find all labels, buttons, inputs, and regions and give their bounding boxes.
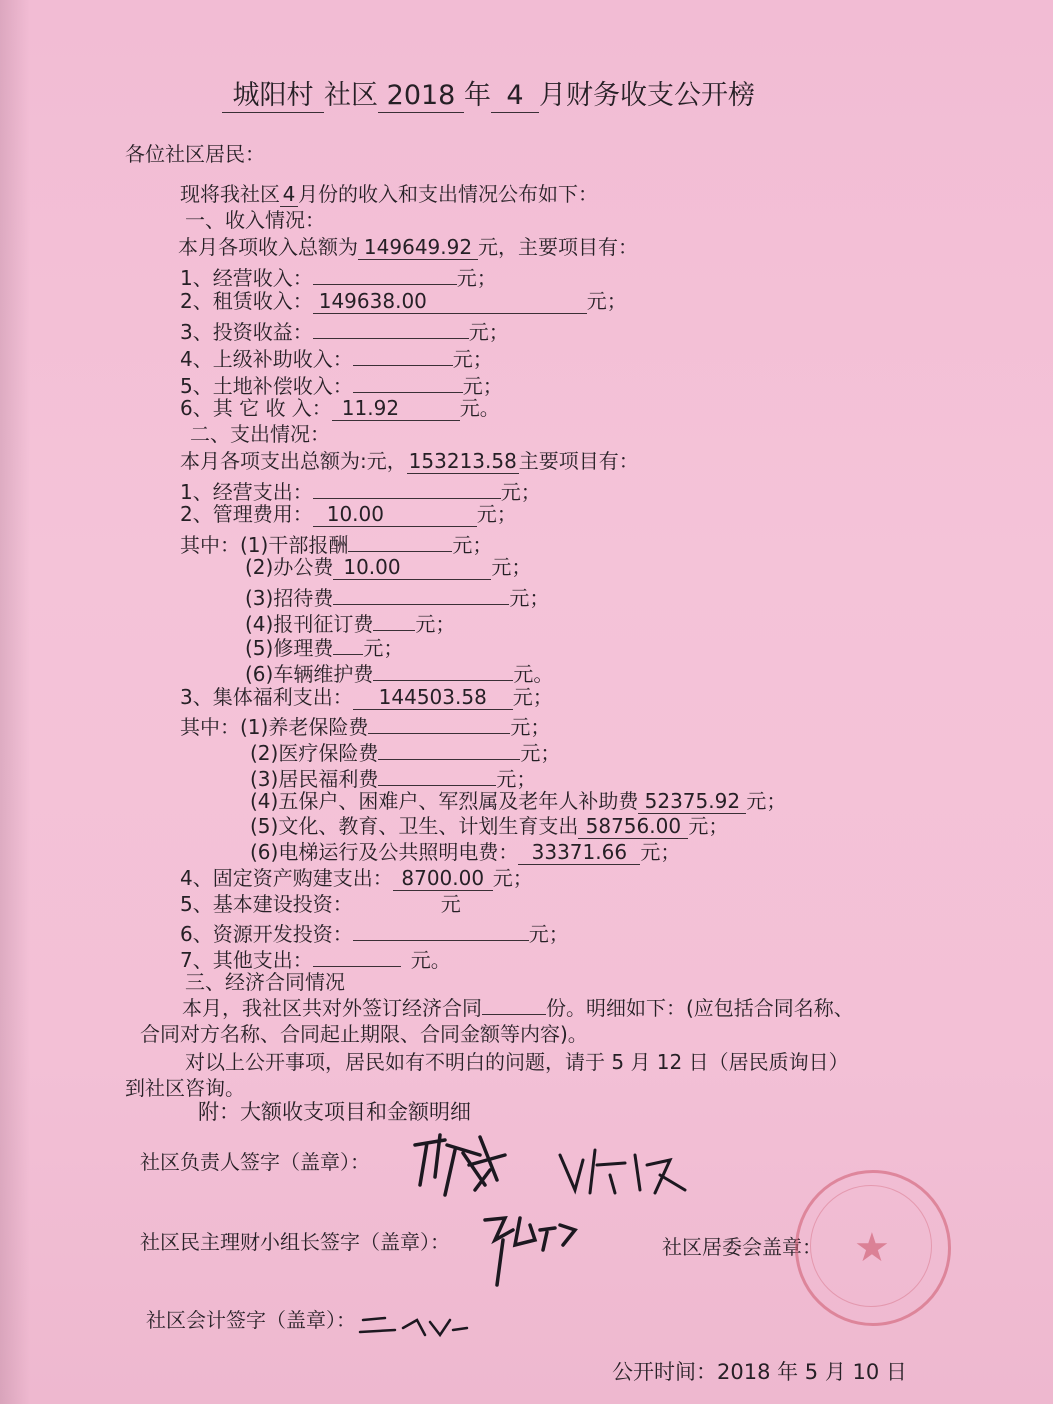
sub-item-label: (2)医疗保险费 [250,741,379,765]
expense-item-label: 3、集体福利支出： [180,685,353,709]
title-year-unit: 年 [464,80,491,111]
expense-item-label: 4、固定资产购建支出： [180,866,393,890]
sub-item-unit: 元； [496,767,537,791]
notice-line-2: 到社区咨询。 [125,1076,245,1100]
committee-official-seal [795,1170,951,1326]
sub-item-value [333,632,363,655]
sub-item-label: (1)干部报酬 [240,533,349,557]
sub-item-value: 10.00 [333,555,491,580]
expense-total-suffix: 主要项目有： [518,449,639,473]
expense-item-value: 144503.58 [353,685,513,710]
sub-item-value [373,608,415,631]
expense-item-value [353,918,529,941]
income-item-value [313,316,469,339]
finance-group-signature-label: 社区民主理财小组长签字（盖章）： [140,1230,450,1254]
intro-line [180,182,598,207]
expense-item-value [313,476,501,499]
sub-item-unit: 元。 [513,662,554,686]
income-item-unit: 元； [462,374,503,398]
sub-item-unit: 元； [640,840,681,864]
expense-management [180,502,517,527]
income-item-value [353,343,453,366]
sub-item-label: (6)电梯运行及公共照明电费： [250,840,519,864]
expense-item-unit: 元 [440,892,461,916]
income-item-label: 6、其 它 收 入： [180,396,332,420]
income-item-value: 11.92 [332,396,460,421]
income-item-6 [180,396,500,421]
sub-item-unit: 元； [363,636,404,660]
expense-heading: 二、支出情况： [190,422,330,446]
sub-item-value: 33371.66 [518,840,640,865]
expense-infrastructure [180,892,461,916]
expense-item-label: 6、资源开发投资： [180,922,353,946]
publish-label: 公开时间： [612,1360,717,1384]
expense-item-label: 2、管理费用： [180,502,313,526]
income-item-label: 1、经营收入： [180,266,313,290]
expense-item-unit: 元； [512,685,553,709]
page-title [222,80,755,113]
welfare-sub-6 [250,840,680,865]
contracts-count-blank [482,996,546,1015]
expense-welfare [180,685,553,710]
intro-before: 现将我社区 [180,182,280,206]
expense-item-unit: 元； [492,866,533,890]
income-item-value: 149638.00 [313,289,587,314]
contracts-text: 份。明细如下：(应包括合同名称、 [546,996,854,1020]
income-total-value: 149649.92 [358,235,478,260]
sub-item-label: (4)五保户、困难户、军烈属及老年人补助费 [250,789,639,813]
income-heading: 一、收入情况： [185,208,325,232]
sub-item-value: 58756.00 [578,814,688,839]
income-item-unit: 元。 [459,396,500,420]
intro-month: 4 [280,182,298,207]
income-item-unit: 元； [468,320,509,344]
sub-item-value [333,582,509,605]
sub-item-value [378,763,496,786]
sub-item-unit: 元； [746,789,787,813]
sub-item-unit: 元； [491,555,532,579]
sub-item-unit: 元； [520,741,561,765]
sub-item-label: (3)居民福利费 [250,767,379,791]
sub-item-label: (5)修理费 [245,636,334,660]
welfare-sub-4 [250,789,786,814]
income-total-suffix: 元，主要项目有： [478,235,638,259]
accountant-handwritten-signature [355,1300,475,1350]
expense-operating [180,476,541,504]
income-item-label: 2、租赁收入： [180,289,313,313]
of-which-label: 其中： [180,533,240,557]
finance-group-handwritten-signature [475,1200,595,1300]
notice-line-1: 对以上公开事项，居民如有不明白的问题，请于 5 月 12 日（居民质询日） [185,1050,849,1074]
sub-item-value [373,658,513,681]
income-item-value [353,370,463,393]
sub-item-value [378,737,520,760]
sub-item-label: (6)车辆维护费 [245,662,374,686]
sub-item-value: 52375.92 [638,789,746,814]
attachment-note: 附：大额收支项目和金额明细 [198,1100,471,1124]
publish-date-line [612,1360,907,1384]
sub-item-unit: 元； [415,612,456,636]
contracts-line-2: 合同对方名称、合同起止期限、合同金额等内容)。 [140,1022,588,1046]
publish-date: 2018 年 5 月 10 日 [717,1360,907,1384]
sub-item-label: (3)招待费 [245,586,334,610]
sub-item-label: (1)养老保险费 [240,715,369,739]
title-community: 社区 [324,80,378,111]
sub-item-unit: 元； [452,533,493,557]
title-month: 4 [491,80,539,113]
income-item-label: 4、上级补助收入： [180,347,353,371]
intro-after: 月份的收入和支出情况公布如下： [298,182,598,206]
of-which-label: 其中： [180,715,240,739]
expense-other [180,944,451,972]
income-item-5 [180,370,503,398]
greeting: 各位社区居民： [125,142,265,166]
sub-item-unit: 元； [688,814,729,838]
mgmt-sub-5 [245,632,403,660]
expense-total-value: 153213.58 [408,449,517,473]
paper-edge-shadow [0,0,30,1404]
income-item-label: 3、投资收益： [180,320,313,344]
expense-item-unit: 元； [476,502,517,526]
title-village: 城阳村 [222,80,324,113]
expense-item-label: 1、经营支出： [180,480,313,504]
income-item-unit: 元； [452,347,493,371]
income-item-4 [180,343,493,371]
expense-fixed-assets [180,866,533,891]
expense-item-value: 10.00 [313,502,477,527]
welfare-sub-3 [250,763,536,791]
welfare-sub-1 [180,711,550,739]
seal-star-icon: ★ [854,1225,890,1271]
welfare-sub-2 [250,737,560,765]
committee-seal-label: 社区居委会盖章： [662,1235,822,1259]
accountant-signature-label: 社区会计签字（盖章）： [146,1308,356,1332]
income-item-unit: 元； [456,266,497,290]
expense-item-label: 5、基本建设投资： [180,892,353,916]
sub-item-value [368,711,510,734]
sub-item-label: (5)文化、教育、卫生、计划生育支出 [250,814,579,838]
leader-signature-label: 社区负责人签字（盖章）： [140,1150,370,1174]
expense-resource-dev [180,918,569,946]
income-item-unit: 元； [586,289,627,313]
expense-item-unit: 元； [528,922,569,946]
sub-item-unit: 元； [509,586,550,610]
sub-item-label: (4)报刊征订费 [245,612,374,636]
expense-item-label: 7、其他支出： [180,948,313,972]
contracts-line-1 [182,996,854,1020]
sub-item-value [348,529,452,552]
income-item-3 [180,316,509,344]
sub-item-label: (2)办公费 [245,555,334,579]
title-suffix: 月财务收支公开榜 [539,80,755,111]
expense-total-line [180,449,639,474]
sub-item-unit: 元； [510,715,551,739]
contracts-heading: 三、经济合同情况 [185,970,345,994]
income-item-1 [180,262,497,290]
welfare-sub-5 [250,814,728,839]
mgmt-sub-2 [245,555,531,580]
income-item-value [313,262,457,285]
expense-item-value: 8700.00 [393,866,493,891]
expense-total-prefix: 本月各项支出总额为:元， [180,449,407,473]
mgmt-sub-3 [245,582,549,610]
income-item-2 [180,289,627,314]
income-total-line [178,235,638,260]
mgmt-sub-1 [180,529,492,557]
expense-item-unit: 元； [500,480,541,504]
mgmt-sub-6 [245,658,553,686]
title-year: 2018 [378,80,464,113]
expense-item-value [313,944,401,967]
income-total-prefix: 本月各项收入总额为 [178,235,358,259]
contracts-text: 本月，我社区共对外签订经济合同 [182,996,482,1020]
expense-item-unit: 元。 [410,948,451,972]
income-item-label: 5、土地补偿收入： [180,374,353,398]
